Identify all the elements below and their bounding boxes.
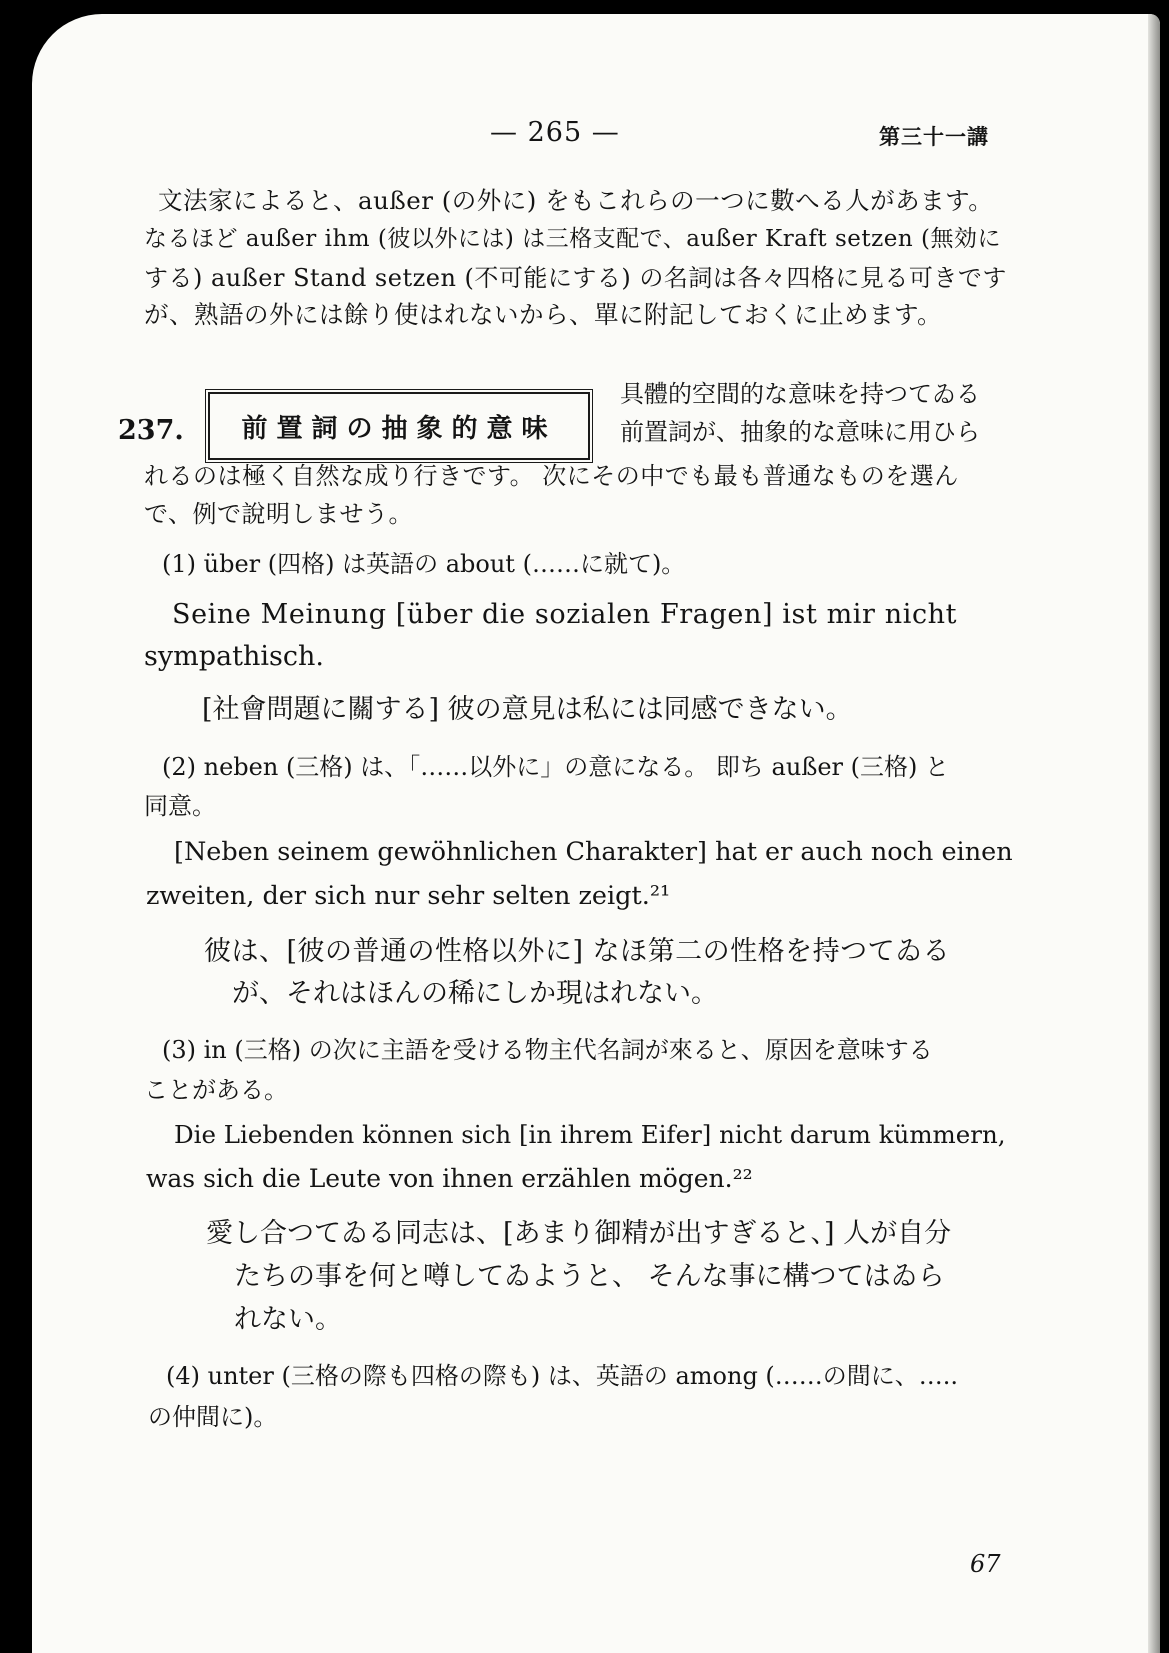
item-1-german: sympathisch. bbox=[144, 641, 324, 672]
item-3-german: was sich die Leute von ihnen erzählen mögen.²² bbox=[146, 1164, 753, 1193]
item-3-german: Die Liebenden können sich [in ihrem Eifer] nicht darum kümmern, bbox=[174, 1120, 1006, 1149]
item-4-heading: の仲間に)。 bbox=[148, 1403, 278, 1431]
section-side-line: 具體的空間的な意味を持つてゐる bbox=[620, 380, 980, 408]
item-3-japanese: 愛し合つてゐる同志は、[あまり御精が出すぎると、] 人が自分 bbox=[206, 1218, 952, 1249]
item-4-heading: (4) unter (三格の際も四格の際も) は、英語の among (……の間に、….. bbox=[166, 1362, 959, 1390]
item-2-german: zweiten, der sich nur sehr selten zeigt.²¹ bbox=[146, 881, 671, 911]
item-3-japanese: たちの事を何と噂してゐようと、 そんな事に構つてはゐら bbox=[234, 1261, 945, 1292]
section-number: 237. bbox=[118, 415, 184, 446]
section-title: 前置詞の抽象的意味 bbox=[241, 413, 557, 444]
item-3-heading: ことがある。 bbox=[144, 1076, 288, 1104]
item-3-japanese: れない。 bbox=[234, 1304, 342, 1335]
item-2-heading: (2) neben (三格) は、「……以外に」の意になる。 即ち außer (三格) と bbox=[162, 753, 950, 781]
item-2-japanese: 彼は、[彼の普通の性格以外に] なほ第二の性格を持つてゐる bbox=[204, 936, 951, 967]
section-side-line: 前置詞が、抽象的な意味に用ひら bbox=[620, 418, 980, 446]
section-line: で、例で說明しませう。 bbox=[144, 500, 414, 528]
intro-line: が、熟語の外には餘り使はれないから、單に附記しておくに止めます。 bbox=[144, 300, 943, 329]
item-1-japanese: [社會問題に關する] 彼の意見は私には同感できない。 bbox=[202, 694, 853, 725]
item-2-german: [Neben seinem gewöhnlichen Charakter] hat er auch noch einen bbox=[174, 837, 1013, 867]
section-title-box bbox=[208, 392, 590, 460]
item-2-japanese: が、それはほんの稀にしか現はれない。 bbox=[232, 978, 718, 1009]
intro-line: する) außer Stand setzen (不可能にする) の名詞は各々四格に見る可きです bbox=[144, 264, 1007, 292]
item-2-heading: 同意。 bbox=[144, 792, 216, 820]
book-page bbox=[32, 14, 1160, 1653]
intro-line: なるほど außer ihm (彼以外には) は三格支配で、außer Kraft setzen (無効に bbox=[144, 226, 1001, 252]
item-1-german: Seine Meinung [über die sozialen Fragen] ist mir nicht bbox=[172, 599, 958, 630]
chapter-heading: 第三十一講 bbox=[879, 124, 989, 149]
item-1-heading: (1) über (四格) は英語の about (……に就て)。 bbox=[162, 550, 686, 578]
section-line: れるのは極く自然な成り行きです。 次にその中でも最も普通なものを選ん bbox=[144, 462, 959, 490]
page-spine-edge bbox=[1148, 14, 1160, 1653]
item-3-heading: (3) in (三格) の次に主語を受ける物主代名詞が來ると、原因を意味する bbox=[162, 1036, 933, 1064]
folio-number: 67 bbox=[970, 1550, 1001, 1578]
page-number: — 265 — bbox=[490, 117, 620, 148]
intro-line: 文法家によると、außer (の外に) をもこれらの一つに數へる人があます。 bbox=[158, 186, 994, 215]
